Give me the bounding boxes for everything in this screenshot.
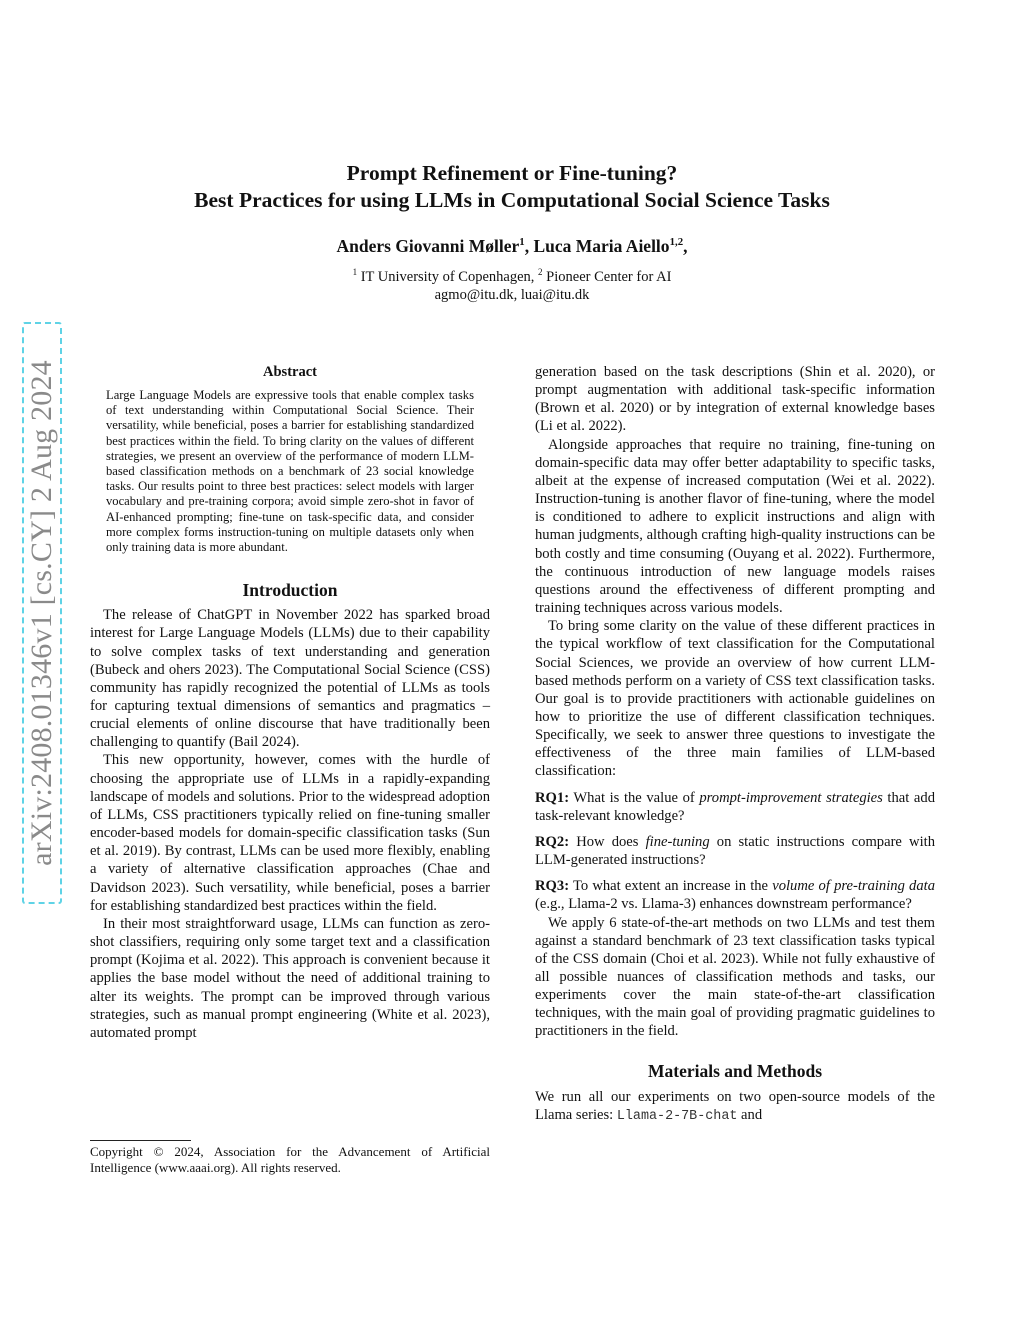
abstract-text: Large Language Models are expressive tools that enable complex tasks of text understanding within Computational Social Science. Their versatility, while beneficial, poses a barrier for establishing standardized best practices within the field. To bring clarity on the values of different strategies, we present an overview of the performance of modern LLM-based classification methods on a benchmark of 23 social knowledge tasks. Our results point to three best practices: select models with larger vocabulary and pre-training corpora; avoid simple zero-shot in favor of AI-enhanced prompting; fine-tune on task-specific data, and consider more complex forms instruction-tuning on multiple datasets only when only training data is more abundant. [106,388,474,555]
rq-emphasis: volume of pre-training data [772,878,935,895]
rq-text: What is the value of [569,789,700,806]
paper-title [120,160,904,214]
rq-text: on static instructions compare with LLM-generated instructions? [535,833,935,869]
research-question-3 [535,877,935,913]
rq-label: RQ2: [535,833,570,850]
rq-emphasis: fine-tuning [645,833,710,850]
right-column [535,363,935,1126]
methods-text: and [737,1106,763,1123]
affiliation-marker: 1 [519,236,525,249]
rq-text: (e.g., Llama-2 vs. Llama-3) enhances downstream performance? [535,896,912,913]
research-question-1 [535,789,935,825]
paragraph: To bring some clarity on the value of these different practices in the typical workflow of text classification for the Computational Social Sciences, we provide an overview of how current LLM-based methods perform on a variety of CSS text classification tasks. Our goal is to provide practitioners with actionable guidelines on how to prioritize the use of different classification techniques. Specifically, we seek to answer three questions to investigate the effectiveness of the three main families of LLM-based classification: [535,618,935,780]
introduction-heading: Introduction [242,580,338,601]
methods-text: We run all our experiments on two open-source models of the Llama series: [535,1088,935,1123]
author-separator: , [524,236,534,256]
copyright-footnote: Copyright © 2024, Association for the Advancement of Artificial Intelligence (www.aaai.org). All rights reserved. [90,1144,490,1175]
methods-heading: Materials and Methods [647,1060,823,1081]
paragraph: The release of ChatGPT in November 2022 has sparked broad interest for Large Language Models (LLMs) due to their capability to solve complex tasks of text understanding and generation (Bubeck and ohers 2023). The Computational Social Science (CSS) community has rapidly recognized the potential of LLMs as tools for capturing textual dimensions of semantics and pragmatics – crucial elements of online discourse that have traditionally been challenging to quantify (Bail 2024). [90,607,490,751]
author-emails: agmo@itu.dk, luai@itu.dk [434,287,590,303]
affiliation-marker: 1 [352,267,358,278]
paragraph: We apply 6 state-of-the-art methods on two LLMs and test them against a standard benchmark of 23 text classification tasks typical of the CSS domain (Choi et al. 2023). While not fully exhaustive of all possible nuances of classification methods and tasks, our experiments cover the main state-of-the-art classification techniques, with the main goal of providing pragmatic guidelines to practitioners in the field. [535,914,935,1040]
affiliation-marker: 2 [538,267,543,278]
model-name-code: Llama-2-7B-chat [616,1108,738,1124]
affiliation-name: Pioneer Center for AI [542,269,672,285]
rq-emphasis: prompt-improvement strategies [699,789,883,806]
paragraph: generation based on the task descriptions (Shin et al. 2020), or prompt augmentation with additional task-specific information (Brown et al. 2020) or by integration of external knowledge bases (Li et al. 2022). [535,364,935,435]
author-list [120,236,904,257]
paragraph [535,1088,935,1126]
paragraph: Alongside approaches that require no training, fine-tuning on domain-specific data may offer better adaptability to specific tasks, albeit at the expense of increased computation (Wei et al. 2022). Instruction-tuning is another flavor of fine-tuning, where the model is conditioned to adhere to explicit instructions and align with human judgments, although crafting high-quality instructions can be both costly and time consuming (Ouyang et al. 2022). Furthermore, the continuous introduction of new language models raises questions around the effectiveness of different prompting and training techniques across various models. [535,436,935,617]
affiliation-line [120,268,904,286]
rq-text: To what extent an increase in the [569,878,773,895]
author-name: Luca Maria Aiello [533,236,670,256]
affiliation-marker: 1,2 [669,236,684,249]
abstract-heading: Abstract [263,364,317,380]
rq-text: How does [569,833,646,850]
paragraph: This new opportunity, however, comes with the hurdle of choosing the appropriate use of LLMs in a rapidly-expanding landscape of models and solutions. Prior to the widespread adoption of LLMs, CSS practitioners typically relied on fine-tuning smaller encoder-based models for domain-specific classification tasks (Sun et al. 2019). By contrast, LLMs can be used more flexibly, enabling a variety of alternative classification approaches (Chae and Davidson 2023). Such versatility, while beneficial, poses a barrier for establishing standardized best practices within the field. [90,752,490,914]
arxiv-stamp [22,322,62,904]
rq-label: RQ1: [535,789,570,806]
rq-text: that add task-relevant knowledge? [535,789,935,824]
title-line-1: Prompt Refinement or Fine-tuning? [346,161,678,185]
rq-label: RQ3: [535,878,570,895]
author-name: Anders Giovanni Møller [336,236,520,256]
research-question-2 [535,833,935,869]
affiliation-name: IT University of Copenhagen, [357,269,539,285]
left-column [90,364,490,1042]
arxiv-identifier: arXiv:2408.01346v1 [cs.CY] 2 Aug 2024 [25,360,59,866]
title-line-2: Best Practices for using LLMs in Computational Social Science Tasks [194,188,830,212]
affiliations [120,268,904,304]
paragraph: In their most straightforward usage, LLMs can function as zero-shot classifiers, requiring only some target text and a classification prompt (Kojima et al. 2022). This approach is convenient because it applies the base model without the need of additional training to alter its weights. The prompt can be improved through various strategies, such as manual prompt engineering (White et al. 2023), automated prompt [90,915,490,1041]
author-separator: , [683,236,688,256]
footnote-rule [90,1140,191,1141]
